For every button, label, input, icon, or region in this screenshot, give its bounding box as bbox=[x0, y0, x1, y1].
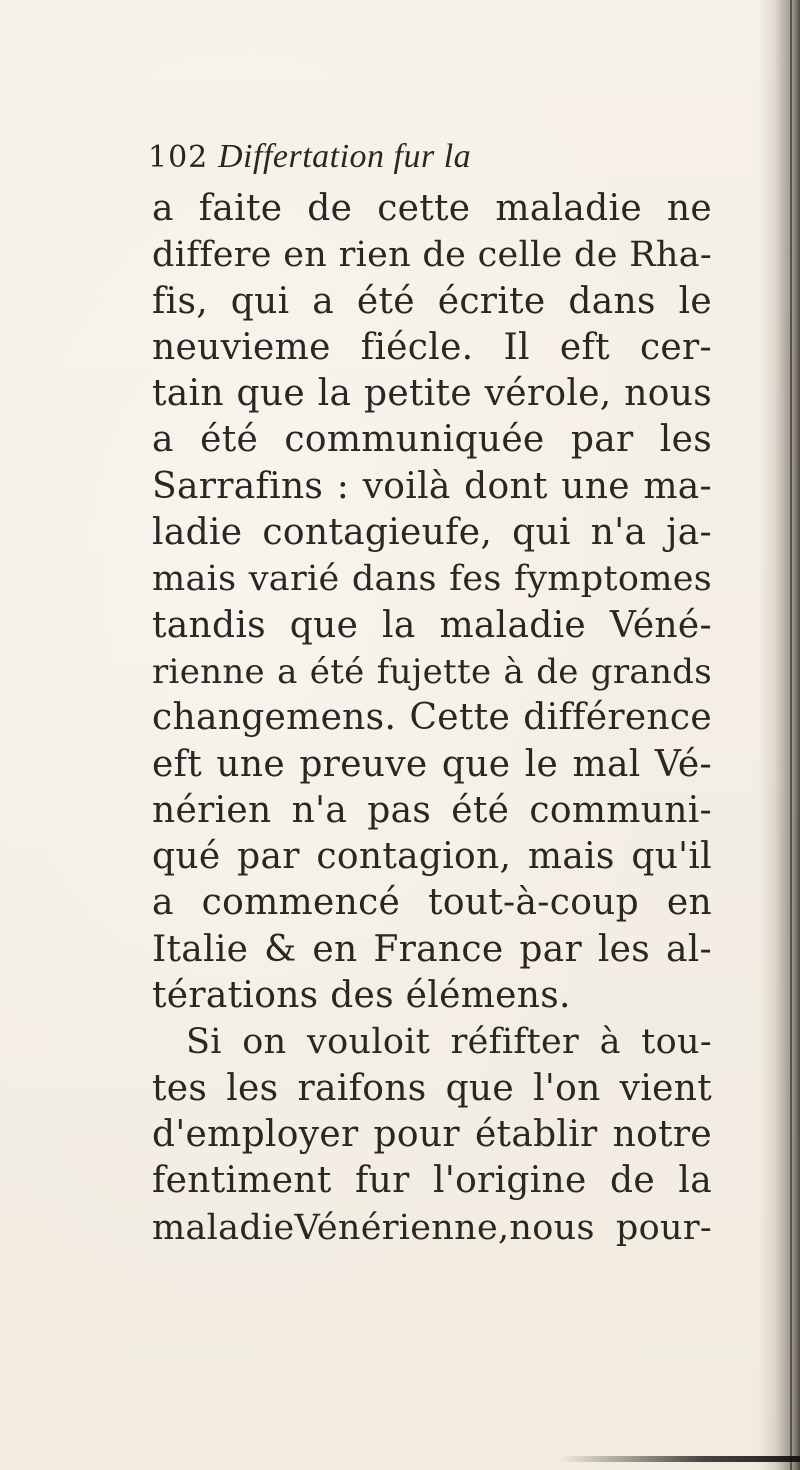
text-line: a faite de cette maladie ne bbox=[152, 188, 712, 229]
text-line: tes les raifons que l'on vient bbox=[152, 1067, 712, 1109]
text-line: a commencé tout-à-coup en bbox=[152, 882, 712, 924]
text-line: fentiment fur l'origine de la bbox=[152, 1160, 712, 1202]
text-line-paragraph-start: Si on vouloit réfifter à tou- bbox=[186, 1022, 712, 1063]
text-line: rienne a été fujette à de grands bbox=[152, 651, 712, 692]
text-line: tandis que la maladie Véné- bbox=[152, 604, 712, 646]
bottom-edge-shadow bbox=[560, 1456, 800, 1462]
text-line: differe en rien de celle de Rha- bbox=[152, 235, 712, 276]
text-line: qué par contagion, mais qu'il bbox=[152, 836, 712, 878]
text-line: eft une preuve que le mal Vé- bbox=[152, 743, 712, 785]
text-line-paragraph-end: térations des élémens. bbox=[152, 975, 571, 1017]
page-header bbox=[148, 138, 668, 186]
text-line: a été communiquée par les bbox=[152, 419, 712, 461]
running-head: Differtation fur la bbox=[218, 138, 472, 175]
page-edge-line bbox=[790, 0, 792, 1470]
text-line: maladieVénérienne,nous pour- bbox=[152, 1207, 712, 1248]
text-line: Italie & en France par les al- bbox=[152, 928, 712, 970]
text-line: Sarrafins : voilà dont une ma- bbox=[152, 465, 712, 507]
text-line: ladie contagieufe, qui n'a ja- bbox=[152, 512, 712, 554]
text-line: changemens. Cette différence bbox=[152, 697, 712, 739]
text-line: nérien n'a pas été communi- bbox=[152, 789, 712, 831]
body-text bbox=[152, 186, 712, 1251]
text-line: fis, qui a été écrite dans le bbox=[152, 280, 712, 322]
text-line: neuvieme fiécle. Il eft cer- bbox=[152, 326, 712, 368]
text-line: mais varié dans fes fymptomes bbox=[152, 559, 712, 600]
page-number: 102 bbox=[148, 140, 209, 175]
text-line: tain que la petite vérole, nous bbox=[152, 373, 712, 415]
page-gutter-shadow bbox=[758, 0, 800, 1470]
text-line: d'employer pour établir notre bbox=[152, 1113, 712, 1155]
